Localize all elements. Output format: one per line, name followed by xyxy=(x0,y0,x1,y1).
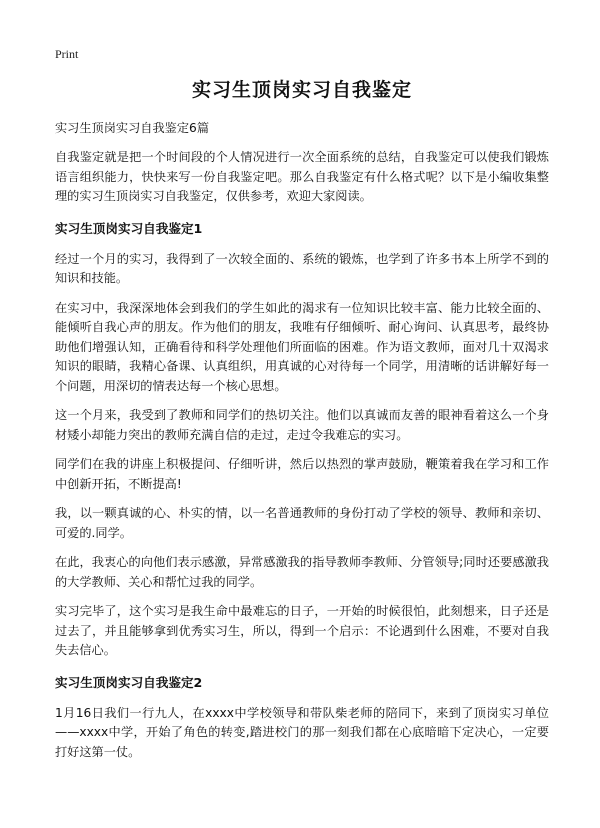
print-link[interactable]: Print xyxy=(55,47,79,61)
section-1-paragraph: 我，以一颗真诚的心、朴实的情，以一名普通教师的身份打动了学校的领导、教师和亲切、可爱的.同学。 xyxy=(55,506,549,540)
section-1-paragraph: 这一个月来，我受到了教师和同学们的热切关注。他们以真诚而友善的眼神看着这么一个身材矮小却能力突出的教师充满自信的走过，走过令我难忘的实习。 xyxy=(55,408,549,442)
page-title: 实习生顶岗实习自我鉴定 xyxy=(191,79,412,101)
section-1-paragraph: 在此，我衷心的向他们表示感激，异常感激我的指导教师李教师、分管领导;同时还要感激我的大学教师、关心和帮忙过我的同学。 xyxy=(55,555,549,589)
section-heading-1: 实习生顶岗实习自我鉴定1 xyxy=(55,220,203,236)
section-1-paragraph: 同学们在我的讲座上积极提问、仔细听讲，然后以热烈的掌声鼓励，鞭策着我在学习和工作中创新开拓，不断提高! xyxy=(55,457,549,491)
intro-paragraph: 自我鉴定就是把一个时间段的个人情况进行一次全面系统的总结，自我鉴定可以使我们锻炼语言组织能力，快快来写一份自我鉴定吧。那么自我鉴定有什么格式呢？以下是小编收集整理的实习生顶岗实习自我鉴定，仅供参考，欢迎大家阅读。 xyxy=(55,150,549,203)
section-1-paragraph: 经过一个月的实习，我得到了一次较全面的、系统的锻炼，也学到了许多书本上所学不到的知识和技能。 xyxy=(55,251,549,285)
section-1-paragraph: 在实习中，我深深地体会到我们的学生如此的渴求有一位知识比较丰富、能力比较全面的、能倾听自我心声的朋友。作为他们的朋友，我唯有仔细倾听、耐心询问、认真思考，最终协助他们增强认知，正确看待和科学处理他们所面临的困难。作为语文教师，面对几十双渴求知识的眼睛，我精心备课、认真组织，用真诚的心对待每一个同学，用清晰的话讲解好每一个问题，用深切的情表达每一个核心思想。 xyxy=(55,300,549,393)
section-1-paragraph: 实习完毕了，这个实习是我生命中最难忘的日子，一开始的时候很怕，此刻想来，日子还是过去了，并且能够拿到优秀实习生，所以，得到一个启示：不论遇到什么困难，不要对自我失去信心。 xyxy=(55,604,549,657)
section-heading-2: 实习生顶岗实习自我鉴定2 xyxy=(55,674,203,690)
document-subtitle: 实习生顶岗实习自我鉴定6篇 xyxy=(55,121,210,135)
section-2-paragraph: 1月16日我们一行九人，在xxxx中学校领导和带队柴老师的陪同下，来到了顶岗实习单位——xxxx中学，开始了角色的转变,踏进校门的那一刻我们都在心底暗暗下定决心，一定要打好这第一仗。 xyxy=(55,705,549,759)
document-body xyxy=(55,76,549,762)
